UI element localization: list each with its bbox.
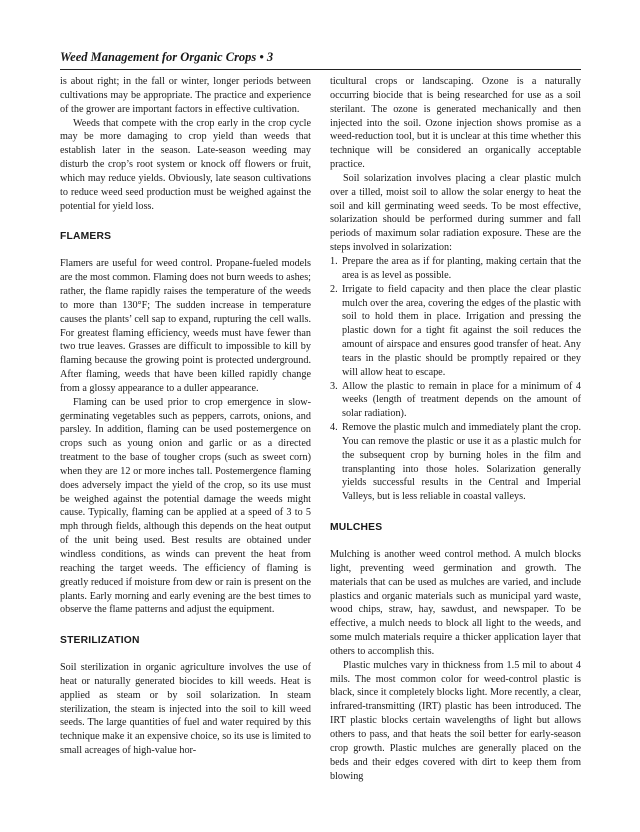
section-heading-flamers: FLAMERS [60, 231, 112, 243]
right-column [330, 75, 581, 783]
list-item-text: Prepare the area as if for planting, making certain that the area is as level as possible. [342, 255, 581, 281]
list-item [330, 255, 581, 283]
list-number: 1. [330, 255, 338, 267]
paragraph: Plastic mulches vary in thickness from 1.5 mil to about 4 mils. The most common color for weed-control plastic is black, since it completely blocks light. More recently, a clear, infrared-transmitting (IRT) plastic has been introduced. The IRT plastic blocks certain wavelengths of light but allows others to pass, and that heats the soil better for early-season crop growth. Plastic mulches are generally placed on the beds and their edges covered with dirt to keep them from blowing [330, 659, 581, 782]
paragraph: Weeds that compete with the crop early in the crop cycle may be more damaging to crop yield than weeds that establish later in the season. Late-season weeding may disturb the crop’s root system or knock off flowers or fruit, which may reduce yields. Obviously, late season cultivations to reduce weed seed production must be weighed against the potential for yield loss. [60, 117, 311, 212]
solarization-steps-list [330, 255, 581, 504]
paragraph: Flaming can be used prior to crop emergence in slow-germinating vegetables such as peppers, carrots, onions, and parsley. In addition, flaming can be used postemergence on crops such as young onion and garlic or as a directed treatment to the base of tougher crops (such as sweet corn) when they are 12 or more inches tall. Postemergence flaming does adversely impact the yield of the crop, so its use must be weighed against the potential damage the weeds might cause. Typically, flaming can be applied at a speed of 3 to 5 mph through fields, although this depends on the heat output of the unit being used. Best results are obtained under windless conditions, as winds can prevent the heat from reaching the target weeds. The efficiency of flaming is greatly reduced if moisture from dew or rain is present on the plants. Early morning and early evening are the best times to observe the flame patterns and adjust the equipment. [60, 396, 311, 616]
list-item-text: Allow the plastic to remain in place for a minimum of 4 weeks (length of treatment depends on the amount of solar radiation). [342, 380, 581, 420]
two-column-body [60, 75, 581, 783]
paragraph: Soil sterilization in organic agriculture involves the use of heat or naturally generated biocides to kill weeds. Heat is applied as steam or by soil solarization. In steam sterilization, the steam is injected into the soil to kill weed seeds. The large quantities of fuel and water required by this technique make it an expensive choice, so its use is limited to small acreages of high-value hor- [60, 662, 311, 757]
paragraph: is about right; in the fall or winter, longer periods between cultivations may be appropriate. The practice and experience of the grower are important factors in effective cultivation. [60, 76, 311, 115]
list-item [330, 421, 581, 504]
section-heading-mulches: MULCHES [330, 522, 383, 534]
paragraph: Soil solarization involves placing a clear plastic mulch over a tilled, moist soil to allow the solar energy to heat the soil and kill germinating weed seeds. To be most effective, solarization should be performed during summer and fall periods of maximum solar radiation exposure. These are the steps involved in solarization: [330, 172, 581, 254]
list-item-text: Irrigate to field capacity and then place the clear plastic mulch over the area, covering the edges of the plastic with soil to hold them in place. Irrigation and pressing the plastic down for a tight fit against the soil reduces the amount of airspace and ensures good transfer of heat. Any tears in the plastic should be promptly repaired or they will allow heat to escape. [342, 283, 581, 378]
paragraph: Flamers are useful for weed control. Propane-fueled models are the most common. Flaming does not burn weeds to ashes; rather, the flame rapidly raises the temperature of the weeds to more than 130°F; The sudden increase in temperature causes the plants’ cell sap to expand, rupturing the cell walls. For greatest flaming efficiency, weeds must have fewer than two true leaves. Grasses are difficult to impossible to kill by flaming because the growing point is protected underground. After flaming, weeds that have been killed rapidly change from a glossy appearance to a duller appearance. [60, 258, 311, 394]
list-item [330, 283, 581, 380]
paragraph: ticultural crops or landscaping. Ozone is a naturally occurring biocide that is being researched for use as a soil sterilant. The ozone is generated mechanically and then injected into the soil. Ozone injection shows promise as a weed-reduction tool, but it is unclear at this time whether this technique will be considered an organically acceptable practice. [330, 76, 581, 171]
document-page [60, 50, 581, 783]
paragraph: Mulching is another weed control method. A mulch blocks light, preventing weed germination and growth. The materials that can be used as mulches are varied, and include plastics and organic materials such as municipal yard waste, wood chips, straw, hay, sawdust, and newspaper. To be effective, a mulch needs to block all light to the weeds, and some mulch materials require a thicker application layer that others to accomplish this. [330, 549, 581, 657]
list-item [330, 380, 581, 422]
running-header: Weed Management for Organic Crops • 3 [60, 50, 581, 70]
list-item-text: Remove the plastic mulch and immediately plant the crop. You can remove the plastic or use it as a plastic mulch for the subsequent crop by burning holes in the film and transplanting into those holes. Solarization generally yields successful results in the Central and Imperial Valleys, but is less reliable in coastal valleys. [342, 422, 581, 503]
list-number: 2. [330, 283, 338, 295]
list-number: 3. [330, 380, 338, 392]
left-column [60, 75, 311, 783]
list-number: 4. [330, 422, 338, 434]
section-heading-sterilization: STERILIZATION [60, 635, 140, 647]
